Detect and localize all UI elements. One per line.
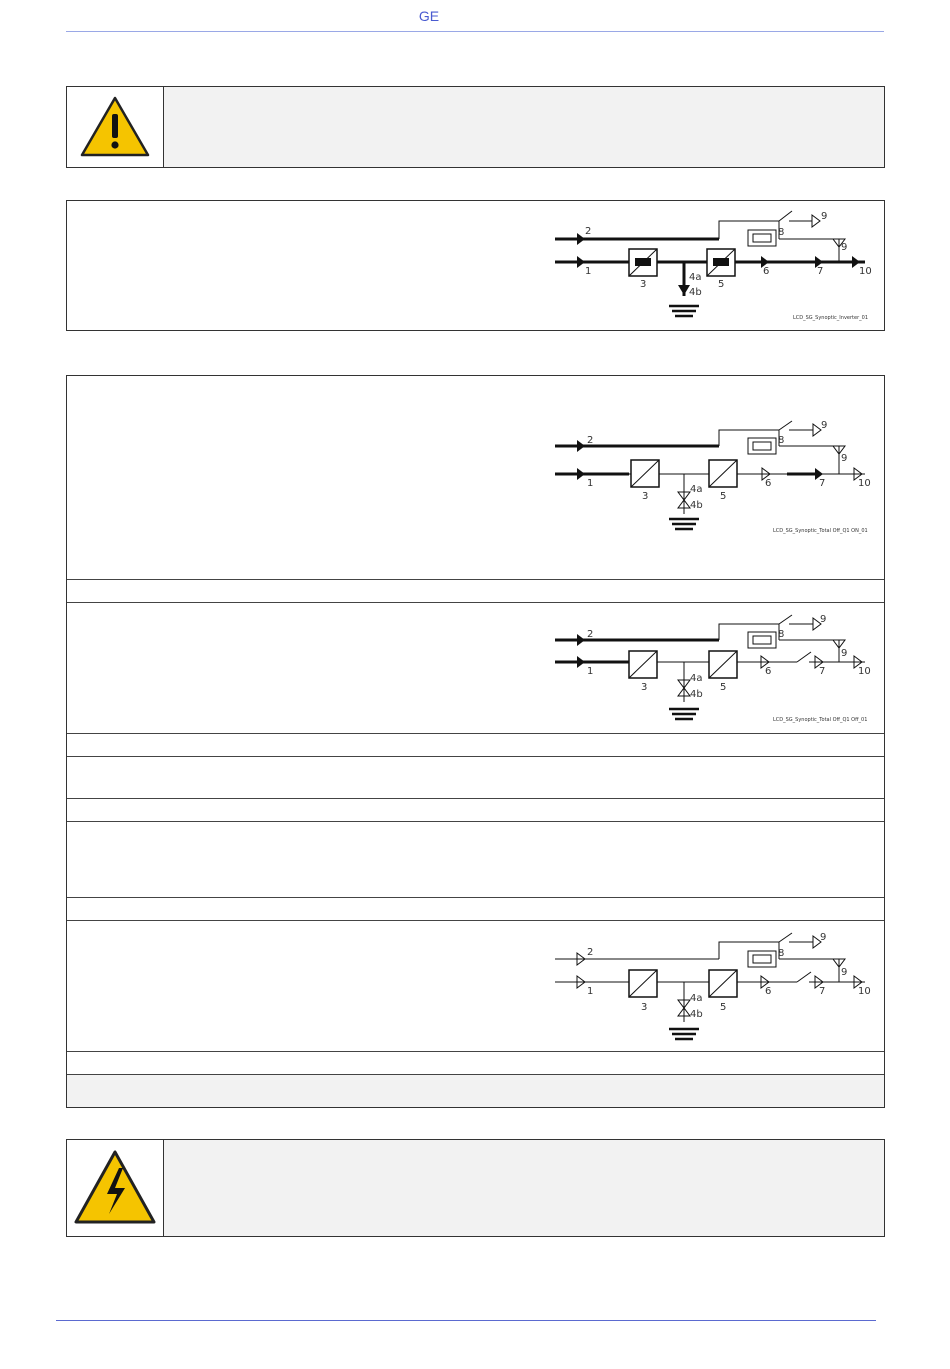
label-1: 1 [585, 266, 592, 277]
label-6: 6 [765, 666, 772, 677]
label-2: 2 [585, 226, 592, 237]
procedure-table [66, 375, 885, 1108]
table-divider [67, 1051, 884, 1052]
electrical-icon-cell [67, 1140, 164, 1236]
label-7: 7 [819, 478, 826, 489]
label-3: 3 [641, 1002, 648, 1013]
label-5: 5 [720, 682, 727, 693]
label-8: 8 [778, 629, 785, 640]
label-3: 3 [641, 682, 648, 693]
diagram-caption: LCD_SG_Synoptic_Inverter_01 [793, 315, 868, 321]
label-8: 8 [778, 948, 785, 959]
label-9b: 9 [841, 967, 848, 978]
label-6: 6 [765, 478, 772, 489]
table-divider [67, 602, 884, 603]
label-9a: 9 [820, 614, 827, 625]
label-9a: 9 [821, 211, 828, 222]
diagram-caption: LCD_SG_Synoptic_Total Off_Q1 ON_01 [773, 528, 868, 534]
table-footer-row [67, 1075, 884, 1107]
footer-rule [56, 1320, 876, 1321]
header-rule [66, 31, 884, 32]
label-6: 6 [763, 266, 770, 277]
label-9b: 9 [841, 648, 848, 659]
label-8: 8 [778, 435, 785, 446]
label-10: 10 [858, 986, 871, 997]
inverter-synoptic-diagram [547, 201, 887, 329]
label-9a: 9 [821, 420, 828, 431]
label-5: 5 [720, 491, 727, 502]
table-divider [67, 798, 884, 799]
label-10: 10 [858, 478, 871, 489]
table-divider [67, 733, 884, 734]
warning-icon-cell [67, 87, 164, 167]
inverter-synoptic-box [66, 200, 885, 331]
header-brand: GE [418, 8, 440, 24]
table-divider [67, 579, 884, 580]
label-4b: 4b [690, 689, 703, 700]
all-off-diagram [547, 924, 887, 1054]
label-7: 7 [817, 266, 824, 277]
label-4b: 4b [690, 1009, 703, 1020]
label-1: 1 [587, 478, 594, 489]
label-4b: 4b [689, 287, 702, 298]
label-2: 2 [587, 435, 594, 446]
label-1: 1 [587, 666, 594, 677]
warning-note-box [66, 86, 885, 168]
label-4b: 4b [690, 500, 703, 511]
label-3: 3 [642, 491, 649, 502]
label-1: 1 [587, 986, 594, 997]
diagram-caption: LCD_SG_Synoptic_Total Off_Q1 Off_01 [773, 717, 868, 723]
label-5: 5 [720, 1002, 727, 1013]
label-7: 7 [819, 666, 826, 677]
label-9b: 9 [841, 453, 848, 464]
label-4a: 4a [690, 484, 703, 495]
electrical-hazard-icon [67, 1140, 163, 1236]
label-10: 10 [858, 666, 871, 677]
table-divider [67, 920, 884, 921]
label-5: 5 [718, 279, 725, 290]
label-4a: 4a [689, 272, 702, 283]
total-off-q1-off-diagram [547, 606, 887, 736]
label-4a: 4a [690, 993, 703, 1004]
table-divider [67, 897, 884, 898]
label-6: 6 [765, 986, 772, 997]
label-8: 8 [778, 227, 785, 238]
label-4a: 4a [690, 673, 703, 684]
electrical-warning-box [66, 1139, 885, 1237]
label-9b: 9 [841, 242, 848, 253]
label-9a: 9 [820, 932, 827, 943]
table-divider [67, 821, 884, 822]
warning-exclamation-icon [67, 87, 163, 167]
label-2: 2 [587, 629, 594, 640]
table-divider [67, 756, 884, 757]
label-3: 3 [640, 279, 647, 290]
label-10: 10 [859, 266, 872, 277]
label-2: 2 [587, 947, 594, 958]
label-7: 7 [819, 986, 826, 997]
total-off-q1-on-diagram [547, 416, 887, 586]
